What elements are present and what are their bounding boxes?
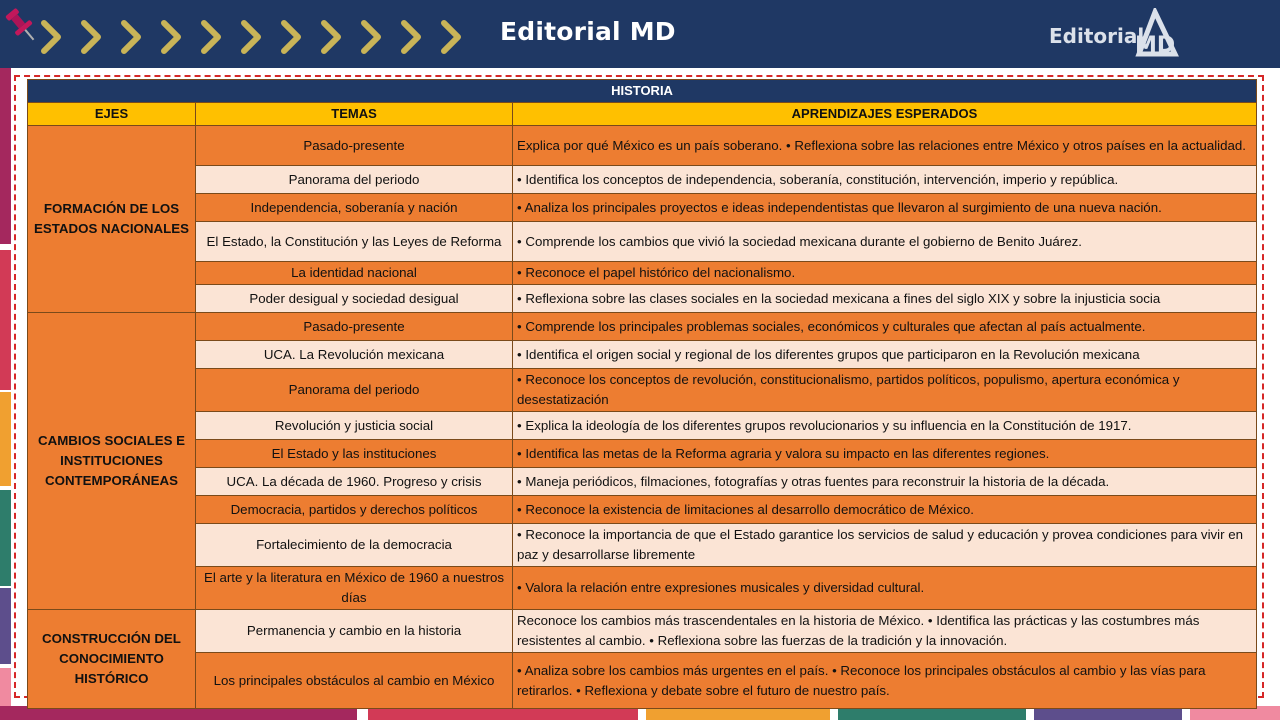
chevron-right-icon [198, 20, 224, 54]
tema-cell: Fortalecimiento de la democracia [196, 524, 513, 567]
tema-cell: Pasado-presente [196, 126, 513, 166]
table-row [28, 524, 1257, 567]
tema-cell: Democracia, partidos y derechos políticos [196, 496, 513, 524]
table-row [28, 285, 1257, 313]
table-row [28, 653, 1257, 709]
eje-cell: FORMACIÓN DE LOS ESTADOS NACIONALES [28, 126, 196, 313]
chevron-right-icon [78, 20, 104, 54]
table-row [28, 567, 1257, 610]
table-row [28, 440, 1257, 468]
chevron-right-icon [38, 20, 64, 54]
tema-cell: El Estado y las instituciones [196, 440, 513, 468]
table-row [28, 369, 1257, 412]
logo-mark-icon [1131, 8, 1181, 60]
aprendizaje-cell: • Valora la relación entre expresiones musicales y diversidad cultural. [513, 567, 1257, 610]
tema-cell: Independencia, soberanía y nación [196, 194, 513, 222]
tema-cell: Panorama del periodo [196, 166, 513, 194]
aprendizaje-cell: Explica por qué México es un país soberano. • Reflexiona sobre las relaciones entre México y otros países en la actualidad. [513, 126, 1257, 166]
table-row [28, 222, 1257, 262]
tema-cell: El Estado, la Constitución y las Leyes de Reforma [196, 222, 513, 262]
tema-cell: El arte y la literatura en México de 1960 a nuestros días [196, 567, 513, 610]
tema-cell: Poder desigual y sociedad desigual [196, 285, 513, 313]
aprendizaje-cell: • Reconoce la importancia de que el Estado garantice los servicios de salud y educación y provea condiciones para vivir en paz y desarrollarse libremente [513, 524, 1257, 567]
tema-cell: Panorama del periodo [196, 369, 513, 412]
tema-cell: La identidad nacional [196, 262, 513, 285]
aprendizaje-cell: Reconoce los cambios más trascendentales en la historia de México. • Identifica las prácticas y las costumbres más resistentes al cambio. • Reflexiona sobre las fuerzas de la tradición y la innovación. [513, 610, 1257, 653]
chevron-right-icon [398, 20, 424, 54]
aprendizaje-cell: • Analiza sobre los cambios más urgentes en el país. • Reconoce los principales obstáculos al cambio y las vías para retirarlos. • Reflexiona y debate sobre el futuro de nuestro país. [513, 653, 1257, 709]
page-title: Editorial MD [500, 17, 676, 46]
top-banner [0, 0, 1280, 68]
pushpin-icon [4, 6, 40, 46]
aprendizaje-cell: • Reflexiona sobre las clases sociales en la sociedad mexicana a fines del siglo XIX y sobre la injusticia socia [513, 285, 1257, 313]
tema-cell: UCA. La Revolución mexicana [196, 341, 513, 369]
table-header-row [28, 103, 1257, 126]
table-title-row [28, 80, 1257, 103]
table-row [28, 262, 1257, 285]
tema-cell: Los principales obstáculos al cambio en México [196, 653, 513, 709]
eje-cell: CONSTRUCCIÓN DEL CONOCIMIENTO HISTÓRICO [28, 610, 196, 709]
aprendizaje-cell: • Analiza los principales proyectos e ideas independentistas que llevaron al surgimiento de una nueva nación. [513, 194, 1257, 222]
tema-cell: UCA. La década de 1960. Progreso y crisis [196, 468, 513, 496]
table-title: HISTORIA [28, 80, 1257, 103]
table-row [28, 341, 1257, 369]
side-stripe [0, 68, 11, 244]
aprendizaje-cell: • Identifica el origen social y regional de los diferentes grupos que participaron en la Revolución mexicana [513, 341, 1257, 369]
table-row [28, 126, 1257, 166]
tema-cell: Revolución y justicia social [196, 412, 513, 440]
chevron-right-icon [278, 20, 304, 54]
table-row [28, 194, 1257, 222]
header-ejes: EJES [28, 103, 196, 126]
side-stripe [0, 490, 11, 586]
logo-text: Editorial [1049, 24, 1145, 48]
chevron-right-icon [118, 20, 144, 54]
eje-cell: CAMBIOS SOCIALES E INSTITUCIONES CONTEMPORÁNEAS [28, 313, 196, 610]
aprendizaje-cell: • Reconoce el papel histórico del nacionalismo. [513, 262, 1257, 285]
side-stripe [0, 588, 11, 664]
chevron-right-icon [438, 20, 464, 54]
side-stripe [0, 392, 11, 486]
aprendizaje-cell: • Explica la ideología de los diferentes grupos revolucionarios y su influencia en la Constitución de 1917. [513, 412, 1257, 440]
logo-mark-text: MD [1135, 33, 1176, 58]
chevron-right-icon [158, 20, 184, 54]
table-row [28, 610, 1257, 653]
aprendizaje-cell: • Identifica las metas de la Reforma agraria y valora su impacto en las diferentes regiones. [513, 440, 1257, 468]
chevron-right-icon [318, 20, 344, 54]
side-stripe [0, 250, 11, 390]
aprendizaje-cell: • Identifica los conceptos de independencia, soberanía, constitución, intervención, imperio y república. [513, 166, 1257, 194]
tema-cell: Permanencia y cambio en la historia [196, 610, 513, 653]
header-temas: TEMAS [196, 103, 513, 126]
table-row [28, 496, 1257, 524]
table-row [28, 412, 1257, 440]
table-row [28, 166, 1257, 194]
header-aprendizajes: APRENDIZAJES ESPERADOS [513, 103, 1257, 126]
tema-cell: Pasado-presente [196, 313, 513, 341]
chevron-right-icon [238, 20, 264, 54]
chevron-right-icon [358, 20, 384, 54]
aprendizaje-cell: • Comprende los principales problemas sociales, económicos y culturales que afectan al país actualmente. [513, 313, 1257, 341]
aprendizaje-cell: • Comprende los cambios que vivió la sociedad mexicana durante el gobierno de Benito Juárez. [513, 222, 1257, 262]
curriculum-table [27, 79, 1257, 709]
aprendizaje-cell: • Reconoce los conceptos de revolución, constitucionalismo, partidos políticos, populismo, apertura económica y desestatización [513, 369, 1257, 412]
table-row [28, 313, 1257, 341]
table-row [28, 468, 1257, 496]
aprendizaje-cell: • Reconoce la existencia de limitaciones al desarrollo democrático de México. [513, 496, 1257, 524]
aprendizaje-cell: • Maneja periódicos, filmaciones, fotografías y otras fuentes para reconstruir la historia de la década. [513, 468, 1257, 496]
